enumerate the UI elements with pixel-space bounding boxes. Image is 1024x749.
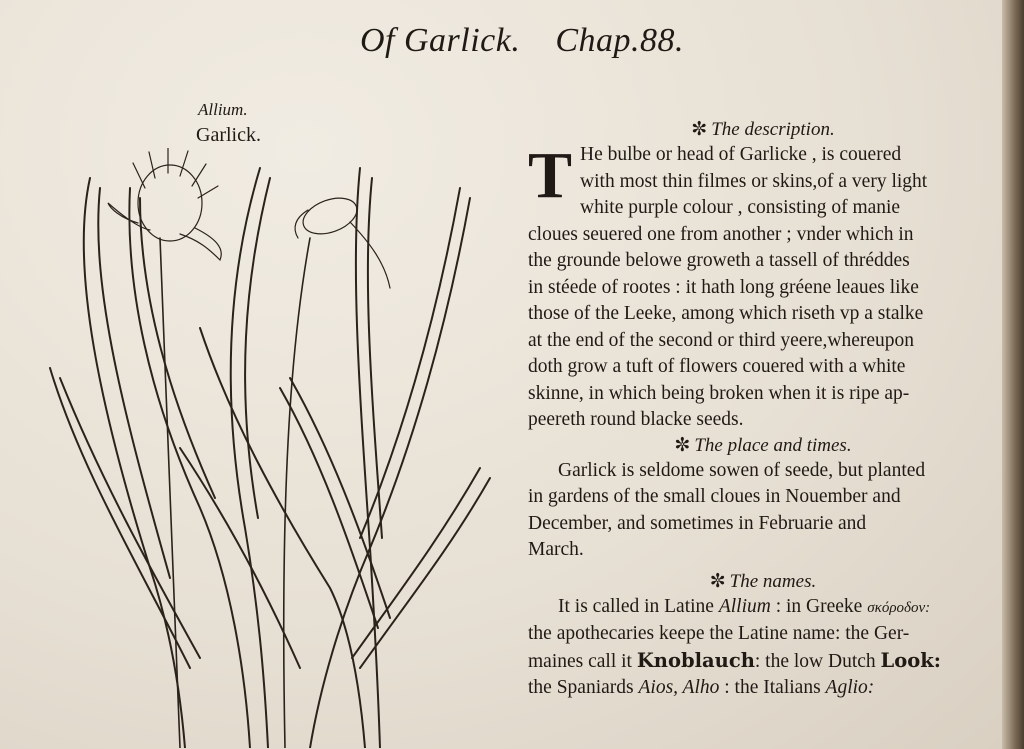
- text-line: the apothecaries keepe the Latine name: the Ger-: [528, 623, 910, 644]
- text-line: skinne, in which being broken when it is ripe ap-: [528, 382, 910, 404]
- text-line: Garlick is seldome sowen of seede, but planted: [558, 459, 926, 481]
- text-line: March.: [528, 539, 584, 560]
- garlic-woodcut-illustration: [30, 148, 500, 748]
- chapter-title: Of Garlick.: [360, 22, 521, 59]
- text-line: in stéede of rootes : it hath long gréene leaues like: [528, 276, 919, 298]
- text-line: doth grow a tuft of flowers couered with a white: [528, 356, 906, 377]
- drop-cap: T: [528, 139, 573, 212]
- text-column: [528, 118, 998, 702]
- text-line: at the end of the second or third yeere,whereupon: [528, 329, 915, 351]
- text-line: in gardens of the small cloues in Nouember and: [528, 486, 901, 507]
- running-head: [360, 22, 780, 60]
- section-heading-place: ✼ The place and times.: [674, 434, 852, 456]
- place-paragraph: [528, 458, 998, 564]
- text-line: It is called in Latine Allium : in Greeke σκόροδον:: [558, 595, 931, 617]
- chapter-number: Chap.88.: [555, 22, 685, 59]
- book-gutter: [1002, 0, 1024, 749]
- figure-caption-latin: Allium.: [198, 100, 248, 119]
- text-line: December, and sometimes in Februarie and: [528, 512, 867, 534]
- text-line: with most thin filmes or skins,of a very light: [580, 170, 928, 192]
- text-line: cloues seuered one from another ; vnder which in: [528, 223, 914, 245]
- figure-caption-english: Garlick.: [196, 124, 261, 146]
- names-paragraph: [528, 594, 998, 702]
- text-line: He bulbe or head of Garlicke , is couered: [580, 144, 902, 165]
- description-paragraph: [528, 139, 998, 434]
- section-heading-names: ✼ The names.: [709, 570, 817, 592]
- text-line: the grounde belowe groweth a tassell of thréddes: [528, 250, 910, 271]
- text-line: maines call it Knoblauch: the low Dutch Look:: [528, 648, 941, 672]
- asterism-icon: ✼: [709, 570, 726, 592]
- text-line: the Spaniards Aios, Alho : the Italians Aglio:: [528, 677, 875, 698]
- asterism-icon: ✼: [691, 119, 708, 140]
- text-line: white purple colour , consisting of manie: [580, 197, 901, 218]
- text-line: peereth round blacke seeds.: [528, 409, 744, 430]
- text-line: those of the Leeke, among which riseth vp a stalke: [528, 303, 924, 324]
- asterism-icon: ✼: [674, 434, 691, 456]
- section-heading-description: ✼ The description.: [691, 119, 835, 140]
